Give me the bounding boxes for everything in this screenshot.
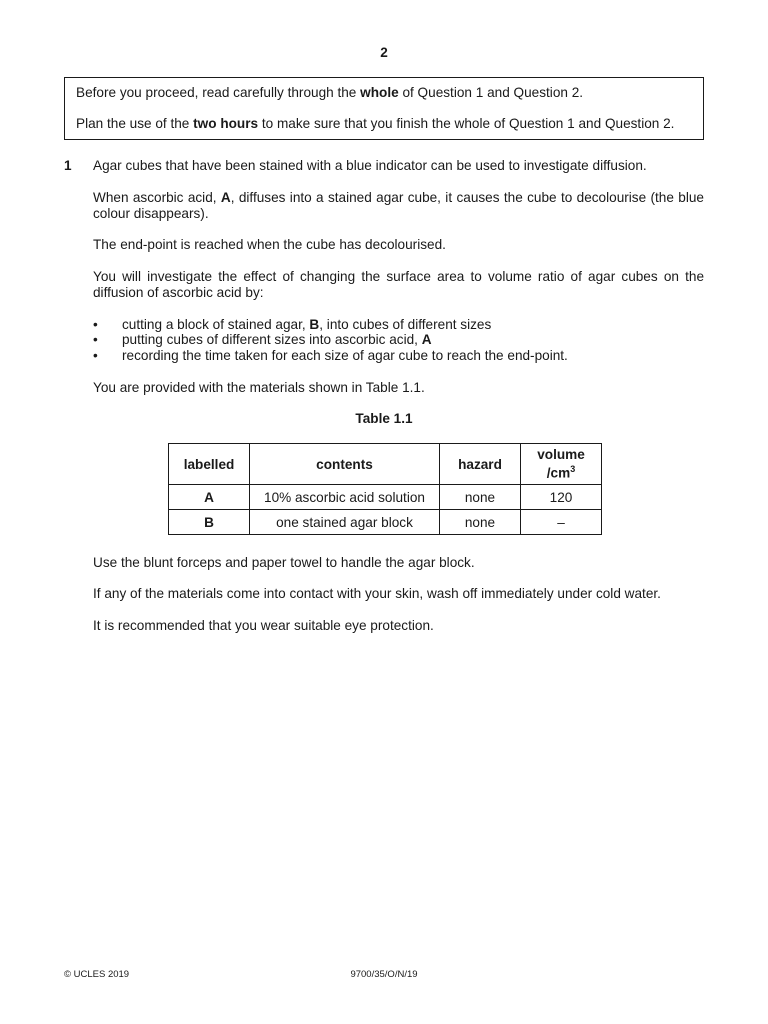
question-number: 1 bbox=[64, 158, 72, 173]
cell-hazard: none bbox=[440, 510, 521, 535]
question-paragraph-7: If any of the materials come into contact with your skin, wash off immediately under cold water. bbox=[93, 586, 661, 601]
cell-labelled: B bbox=[169, 510, 250, 535]
table-header-row bbox=[169, 444, 602, 485]
header-labelled: labelled bbox=[169, 444, 250, 485]
instruction-line-1: Before you proceed, read carefully through the whole of Question 1 and Question 2. bbox=[76, 85, 584, 100]
materials-table bbox=[168, 443, 602, 535]
cell-contents: one stained agar block bbox=[250, 510, 440, 535]
question-paragraph-6: Use the blunt forceps and paper towel to handle the agar block. bbox=[93, 555, 475, 570]
instruction-box bbox=[64, 77, 704, 140]
table-row bbox=[169, 510, 602, 535]
page-number: 2 bbox=[380, 45, 388, 60]
header-hazard: hazard bbox=[440, 444, 521, 485]
instruction-line-2: Plan the use of the two hours to make sure that you finish the whole of Question 1 and Question 2. bbox=[76, 116, 675, 131]
cell-volume: 120 bbox=[521, 485, 602, 510]
cell-contents: 10% ascorbic acid solution bbox=[250, 485, 440, 510]
question-paragraph-8: It is recommended that you wear suitable eye protection. bbox=[93, 618, 434, 633]
header-contents: contents bbox=[250, 444, 440, 485]
question-paragraph-3: The end-point is reached when the cube has decolourised. bbox=[93, 237, 446, 252]
question-intro: Agar cubes that have been stained with a blue indicator can be used to investigate diffusion. bbox=[93, 158, 647, 173]
bullet-item: • cutting a block of stained agar, B, into cubes of different sizes bbox=[93, 317, 492, 332]
question-paragraph-4: You will investigate the effect of changing the surface area to volume ratio of agar cubes on the diffusion of ascorbic acid by: bbox=[93, 269, 704, 300]
bullet-item: • putting cubes of different sizes into ascorbic acid, A bbox=[93, 332, 432, 347]
footer-paper-code: 9700/35/O/N/19 bbox=[350, 969, 418, 980]
header-volume: volume $/cm^3$ bbox=[521, 444, 602, 485]
question-paragraph-2: When ascorbic acid, A, diffuses into a stained agar cube, it causes the cube to decolourise (the blue colour disappears). bbox=[93, 190, 704, 221]
table-row bbox=[169, 485, 602, 510]
cell-volume: – bbox=[521, 510, 602, 535]
cell-hazard: none bbox=[440, 485, 521, 510]
cell-labelled: A bbox=[169, 485, 250, 510]
question-paragraph-5: You are provided with the materials shown in Table 1.1. bbox=[93, 380, 425, 395]
table-caption: Table 1.1 bbox=[355, 411, 413, 426]
bullet-item: • recording the time taken for each size of agar cube to reach the end-point. bbox=[93, 348, 568, 363]
footer-copyright: © UCLES 2019 bbox=[64, 969, 130, 980]
